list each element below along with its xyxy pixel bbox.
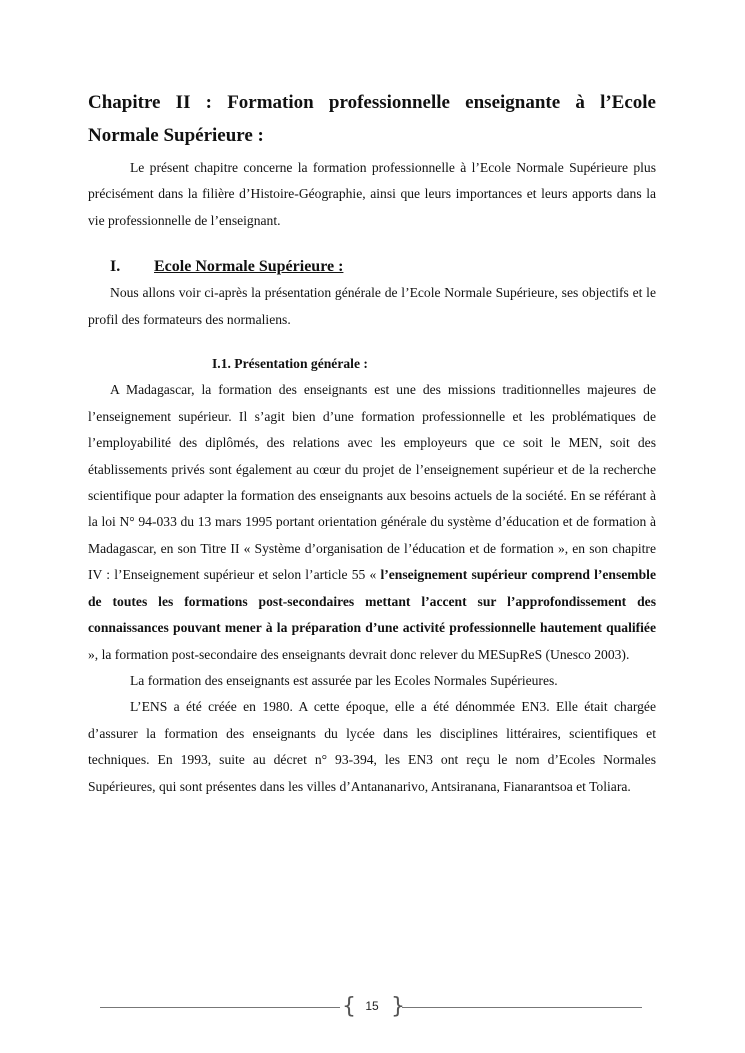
presentation-paragraph-2: La formation des enseignants est assurée par les Ecoles Normales Supérieures.	[130, 672, 558, 688]
presentation-paragraph-3: L’ENS a été créée en 1980. A cette époque, elle a été dénommée EN3. Elle était chargée d’assurer la formation des enseignants du lycée dans les disciplines littéraires, scientifiques et techniques. En 1993, suite au décret n° 93-394, les EN3 ont reçu le nom d’Ecoles Normales Supérieures, qui sont présentes dans les villes d’Antananarivo, Antsiranana, Fianarantsoa et Toliara.	[88, 699, 656, 794]
chapter-title: Chapitre II : Formation professionnelle enseignante à l’Ecole Normale Supérieure :	[88, 92, 656, 146]
section-heading	[88, 254, 656, 280]
section-intro-paragraph: Nous allons voir ci-après la présentation générale de l’Ecole Normale Supérieure, ses objectifs et le profil des formateurs des normaliens.	[88, 285, 656, 327]
section-title: Ecole Normale Supérieure :	[154, 258, 344, 276]
section-number: I.	[110, 258, 121, 276]
document-page	[88, 86, 656, 800]
quoted-article-text: l’enseignement supérieur comprend l’ensemble de toutes les formations post-secondaires mettant l’accent sur l’approfondissement des connaissances pouvant mener à la préparation d’une activité professionnelle hautement qualifiée	[88, 567, 656, 636]
presentation-paragraph-1	[88, 377, 656, 667]
subsection-heading: I.1. Présentation générale :	[212, 356, 368, 372]
footer-left-brace-icon: {	[342, 994, 356, 1019]
paragraph-text-end: », la formation post-secondaire des enseignants devrait donc relever du MESupReS (Unesco 2003).	[88, 646, 630, 662]
page-number: 15	[365, 999, 379, 1013]
paragraph-text-start: A Madagascar, la formation des enseignants est une des missions traditionnelles majeures de l’enseignement supérieur. Il s’agit bien d’une formation professionnelle et les problématiques de l’employabilité des diplômés, des relations avec les employeurs que ce soit le MEN, soit des établissements privés sont également au cœur du projet de l’enseignement supérieur et de la recherche scientifique pour adapter la formation des enseignants aux besoins actuels de la société. En se référant à la loi N° 94-033 du 13 mars 1995 portant orientation générale du système d’éducation et de formation à Madagascar, en son Titre II « Système d’organisation de l’éducation et de formation », en son chapitre IV : l’Enseignement supérieur et selon l’article 55 «	[88, 382, 656, 583]
footer-rule-left	[100, 1007, 340, 1008]
footer-rule-right	[402, 1007, 642, 1008]
chapter-intro-paragraph: Le présent chapitre concerne la formation professionnelle à l’Ecole Normale Supérieure plus précisément dans la filière d’Histoire-Géographie, ainsi que leurs importances et leurs apports dans la vie professionnelle de l’enseignant.	[88, 160, 656, 228]
footer-right-brace-icon: }	[391, 994, 405, 1019]
